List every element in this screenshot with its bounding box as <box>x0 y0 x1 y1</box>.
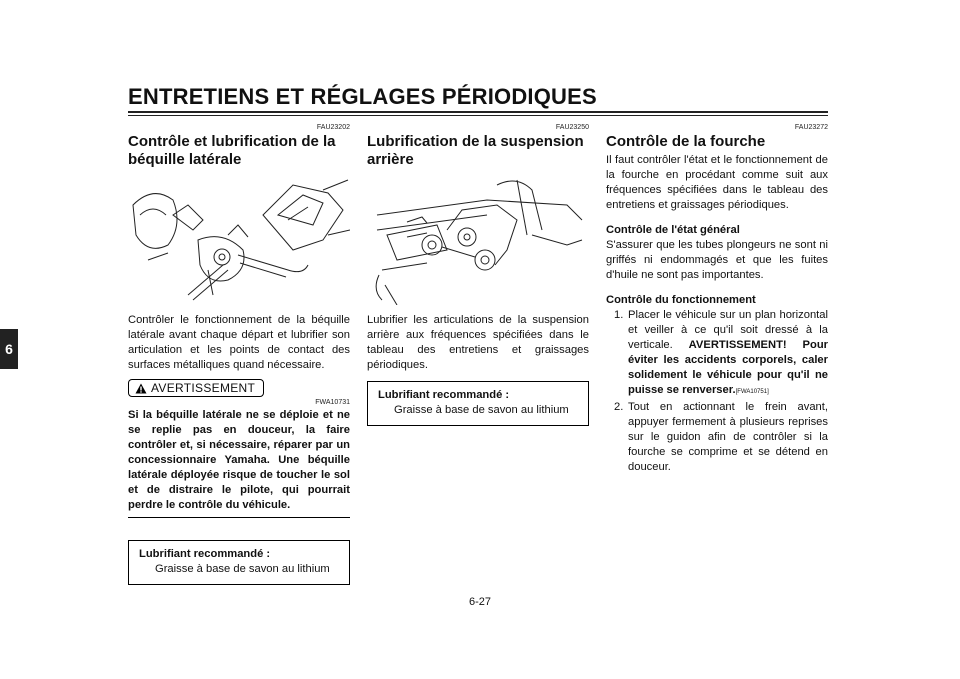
section-code: FAU23272 <box>794 124 828 131</box>
lubricant-label: Lubrifiant recommandé : <box>139 548 271 560</box>
rear-suspension-illustration <box>367 175 589 305</box>
header-rule-thin <box>128 115 828 116</box>
warning-header <box>128 379 350 397</box>
lubricant-box <box>128 540 350 585</box>
section-title: Lubrification de la suspension arrière <box>367 133 584 168</box>
subsection-title: Contrôle de l'état général <box>606 224 740 236</box>
lubricant-box <box>367 381 589 426</box>
header-rule <box>128 111 828 113</box>
step-warning: AVERTISSEMENT! Pour éviter les accidents corporels, caler solidement le véhicule pour qu'il ne puisse se renverser. <box>628 339 829 396</box>
warning-badge <box>128 379 264 397</box>
side-stand-drawing <box>128 175 350 305</box>
section-intro: Il faut contrôler l'état et le fonctionnement de la fourche en procédant comme suit aux fréquences spécifiées dans le tableau des entretiens et graissages périodiques. <box>606 154 828 211</box>
step-warning-code: [FWA10751] <box>735 389 769 395</box>
procedure-step <box>606 308 828 400</box>
side-stand-illustration <box>128 175 350 305</box>
chapter-tab: 6 <box>0 329 18 369</box>
lubricant-value: Graisse à base de savon au lithium <box>394 404 569 416</box>
section-code: FAU23202 <box>316 124 350 131</box>
step-number: 1. <box>614 309 624 321</box>
lubricant-value: Graisse à base de savon au lithium <box>155 563 330 575</box>
section-title: Contrôle et lubrification de la béquille latérale <box>128 133 336 168</box>
step-number: 2. <box>614 401 624 413</box>
warning-triangle-icon <box>135 383 147 394</box>
warning-text: Si la béquille latérale ne se déploie et ne se replie pas en douceur, la faire contrôler et, si nécessaire, réparer par un concessionnaire Yamaha. Une béquille latérale déployée risque de toucher le sol et de distraire le pilote, qui pourrait perdre le contrôle du véhicule. <box>128 408 350 518</box>
section-body: Lubrifier les articulations de la suspension arrière aux fréquences spécifiées dans le tableau des entretiens et graissages périodiques. <box>367 314 589 371</box>
section-rear-suspension <box>367 124 589 426</box>
step-text: Placer le véhicule sur un plan horizontal et veiller à ce qu'il soit dressé à la verticale. <box>628 309 828 351</box>
section-title: Contrôle de la fourche <box>606 133 766 150</box>
page-header-title: ENTRETIENS ET RÉGLAGES PÉRIODIQUES <box>128 84 597 109</box>
procedure-step <box>606 400 828 475</box>
section-front-fork <box>606 124 828 475</box>
procedure-steps <box>606 308 828 475</box>
warning-label: AVERTISSEMENT <box>151 381 256 395</box>
section-code: FAU23250 <box>555 124 589 131</box>
subsection-body: S'assurer que les tubes plongeurs ne sont ni griffés ni endommagés et que les fuites d'huile ne sont pas importantes. <box>606 239 828 281</box>
lubricant-label: Lubrifiant recommandé : <box>378 389 510 401</box>
step-text: Tout en actionnant le frein avant, appuyer fermement à plusieurs reprises sur le guidon afin de contrôler si la fourche se comprime et se détend en douceur. <box>628 401 828 473</box>
subsection-title: Contrôle du fonctionnement <box>606 294 756 306</box>
section-body: Contrôler le fonctionnement de la béquille latérale avant chaque départ et lubrifier son articulation et les points de contact des surfaces métalliques quand nécessaire. <box>128 314 350 371</box>
section-side-stand <box>128 124 350 585</box>
warning-code: FWA10731 <box>315 399 350 406</box>
page-number: 6-27 <box>468 596 492 608</box>
rear-suspension-drawing <box>367 175 589 305</box>
